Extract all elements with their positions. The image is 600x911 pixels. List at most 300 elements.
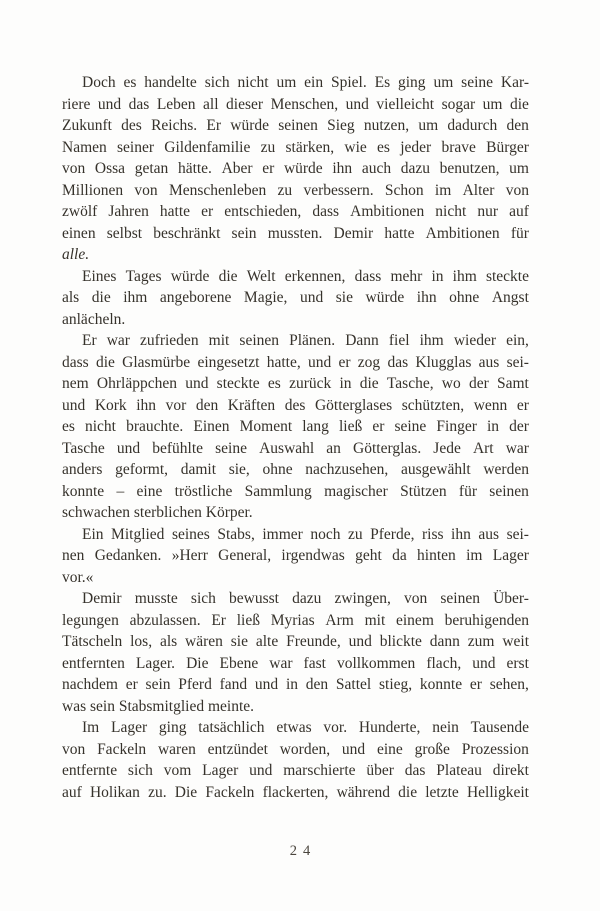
word: eine bbox=[376, 740, 403, 758]
word: ihm bbox=[452, 267, 477, 285]
word: nein bbox=[432, 719, 459, 736]
word: wieder bbox=[453, 332, 496, 349]
word: immer bbox=[262, 525, 303, 543]
word: Leben bbox=[156, 95, 196, 113]
text-line bbox=[62, 72, 529, 94]
word: Im bbox=[82, 719, 100, 736]
text-line bbox=[62, 524, 529, 546]
word: für bbox=[458, 482, 477, 500]
word: Samt bbox=[496, 375, 529, 392]
paragraph bbox=[62, 330, 529, 524]
word: Auswahl bbox=[259, 439, 315, 457]
text-line bbox=[62, 739, 529, 761]
word: Reichs. bbox=[151, 117, 198, 134]
paragraph bbox=[62, 524, 529, 589]
word: zwölf bbox=[62, 203, 98, 220]
word: sei- bbox=[506, 353, 529, 371]
word: hinten bbox=[417, 547, 456, 564]
word: Tasche bbox=[62, 439, 105, 457]
word: riere bbox=[62, 95, 91, 113]
word: tröstliche bbox=[174, 482, 233, 500]
word: ohne bbox=[262, 461, 293, 478]
word: in bbox=[486, 418, 499, 435]
word: verbessern. bbox=[303, 181, 374, 199]
word: in bbox=[285, 676, 298, 693]
word: marschierte bbox=[283, 762, 356, 779]
word: und bbox=[97, 95, 122, 113]
word: schützten, bbox=[401, 396, 465, 414]
word: direkt bbox=[492, 762, 529, 779]
text-line bbox=[62, 653, 529, 675]
word: Art bbox=[472, 439, 494, 457]
word: hätte. bbox=[177, 160, 212, 177]
word: seine bbox=[394, 418, 427, 435]
word: Hunderte, bbox=[358, 719, 421, 736]
word: es bbox=[123, 74, 137, 91]
word: von bbox=[404, 590, 428, 607]
word: Plänen. bbox=[289, 332, 336, 349]
word: ausgewählt bbox=[400, 461, 471, 478]
word: um bbox=[433, 74, 454, 91]
word: ihn bbox=[332, 160, 353, 177]
word: sehen, bbox=[489, 676, 529, 693]
word: da bbox=[392, 547, 407, 564]
word: ein, bbox=[506, 332, 529, 349]
word: die bbox=[398, 783, 418, 801]
word: Namen bbox=[62, 138, 107, 156]
word: Gedanken. bbox=[94, 547, 162, 564]
word: seines bbox=[171, 525, 210, 543]
word: Kork bbox=[94, 396, 127, 414]
word: es bbox=[62, 418, 75, 435]
word: nem bbox=[62, 375, 89, 392]
word: befühlte bbox=[152, 439, 204, 457]
word: seinen bbox=[489, 482, 529, 500]
word: wären bbox=[185, 633, 223, 650]
word: sich bbox=[204, 74, 230, 91]
word: um bbox=[509, 160, 529, 177]
word: vom bbox=[163, 762, 192, 779]
word: den bbox=[305, 676, 329, 693]
word: ihm bbox=[419, 332, 444, 349]
word: war bbox=[269, 654, 293, 672]
word: mussten. bbox=[267, 224, 323, 242]
word: sie bbox=[335, 289, 353, 306]
word: ihn bbox=[136, 396, 157, 414]
word: seine bbox=[461, 74, 494, 91]
word: nicht bbox=[237, 74, 269, 91]
word: letzte bbox=[425, 783, 459, 801]
word: zufrieden bbox=[140, 332, 199, 349]
word: seinen bbox=[278, 117, 318, 134]
word: mit bbox=[364, 611, 386, 629]
text-line bbox=[62, 158, 529, 180]
word: um bbox=[276, 74, 297, 91]
text-line bbox=[62, 717, 529, 739]
word: über bbox=[366, 762, 394, 779]
word: vielleicht bbox=[376, 95, 435, 113]
word: das bbox=[404, 762, 426, 779]
text-line bbox=[62, 223, 529, 245]
word: Ein bbox=[82, 525, 104, 543]
word: und bbox=[185, 375, 209, 392]
word: nur bbox=[477, 203, 499, 220]
word: etwas bbox=[276, 719, 312, 736]
word: und bbox=[254, 676, 279, 693]
word: angeborene bbox=[159, 289, 232, 306]
word: Lager bbox=[202, 762, 239, 779]
word: worden, bbox=[279, 740, 331, 758]
word: war bbox=[106, 332, 130, 349]
word: fiel bbox=[388, 332, 410, 349]
word: er bbox=[469, 676, 482, 693]
word: erst bbox=[506, 654, 529, 672]
text-line bbox=[62, 395, 529, 417]
text-line: schwachen sterblichen Körper. bbox=[62, 504, 253, 521]
text-line bbox=[62, 674, 529, 696]
word: stärken, bbox=[285, 138, 335, 156]
word: die bbox=[95, 353, 115, 371]
text-line bbox=[62, 94, 529, 116]
word: nachzusehen, bbox=[305, 461, 389, 478]
word: nutzen, bbox=[363, 117, 410, 134]
word: nicht bbox=[435, 203, 467, 220]
word: Tausende bbox=[470, 719, 529, 736]
word: dazu bbox=[400, 160, 431, 177]
word: Menschen, bbox=[270, 95, 339, 113]
word: beschränkt bbox=[153, 224, 221, 242]
word: Ossa bbox=[94, 160, 126, 177]
word: ein bbox=[304, 74, 324, 91]
word: und bbox=[348, 633, 372, 650]
text-line: was sein Stabsmitglied meinte. bbox=[62, 697, 255, 715]
word: für bbox=[510, 224, 529, 242]
word: den bbox=[195, 396, 219, 414]
word: dass bbox=[62, 353, 89, 371]
word: die bbox=[509, 95, 529, 113]
word: die bbox=[91, 289, 111, 306]
word: ohne bbox=[449, 289, 480, 306]
word: Menschenleben bbox=[168, 181, 267, 199]
word: Er bbox=[82, 332, 97, 349]
text-line bbox=[62, 352, 529, 374]
word: Er bbox=[206, 117, 222, 134]
word: beruhigenden bbox=[444, 611, 529, 629]
word: Fackeln bbox=[205, 783, 255, 801]
word: Magie, bbox=[243, 289, 288, 306]
word: Demir bbox=[333, 224, 374, 242]
word: um bbox=[482, 95, 503, 113]
text-line: anlächeln. bbox=[62, 310, 126, 328]
paragraph bbox=[62, 588, 529, 717]
text-line bbox=[62, 631, 529, 653]
word: zwingen, bbox=[334, 590, 391, 607]
word: auch bbox=[361, 160, 392, 177]
word: hatte bbox=[384, 224, 415, 242]
word: er bbox=[201, 203, 214, 220]
word: Kar- bbox=[500, 74, 529, 91]
word: entfernten bbox=[62, 654, 125, 672]
word: seinen bbox=[239, 332, 280, 349]
word: ließ bbox=[339, 418, 363, 435]
text-line bbox=[62, 588, 529, 610]
word: Ebene bbox=[219, 654, 259, 672]
word: alte bbox=[255, 633, 279, 650]
word: Ambitionen bbox=[425, 224, 500, 242]
word: waren bbox=[157, 740, 196, 758]
word: stieg, bbox=[379, 676, 413, 693]
word: Tages bbox=[125, 267, 162, 285]
word: Millionen bbox=[62, 181, 124, 199]
word: Kräften bbox=[227, 396, 276, 414]
text-line bbox=[62, 481, 529, 503]
word: seine bbox=[215, 439, 247, 457]
word: Moment bbox=[239, 418, 293, 435]
word: handelte bbox=[144, 74, 197, 91]
word: des bbox=[284, 396, 306, 414]
word: nen bbox=[62, 547, 85, 564]
word: blickte bbox=[379, 633, 422, 650]
word: einem bbox=[396, 611, 434, 629]
word: Klugglas bbox=[415, 353, 472, 371]
word: irgendwas bbox=[281, 547, 345, 564]
text-line bbox=[62, 416, 529, 438]
word: brauchte. bbox=[126, 418, 184, 435]
word: jeder bbox=[400, 138, 432, 156]
word: ging bbox=[158, 719, 187, 736]
word: zu. bbox=[148, 783, 167, 801]
word: Die bbox=[174, 783, 198, 801]
text-line bbox=[62, 137, 529, 159]
text-line bbox=[62, 115, 529, 137]
word: tatsächlich bbox=[198, 719, 265, 736]
word: Pferde, bbox=[370, 525, 415, 543]
word: dann bbox=[429, 633, 460, 650]
word: zu bbox=[347, 525, 363, 543]
word: er bbox=[516, 396, 529, 414]
word: Plateau bbox=[436, 762, 482, 779]
word: vollkommen bbox=[336, 654, 416, 672]
word: zu bbox=[277, 181, 293, 199]
word: und bbox=[341, 740, 366, 758]
word: von bbox=[505, 181, 529, 199]
text-line bbox=[62, 373, 529, 395]
word: Schon bbox=[384, 181, 424, 199]
word: – bbox=[116, 482, 125, 500]
word: erkennen, bbox=[284, 267, 346, 285]
word: eingesetzt bbox=[197, 353, 260, 371]
text-line bbox=[62, 545, 529, 567]
text-line bbox=[62, 760, 529, 782]
word: legungen bbox=[62, 611, 119, 629]
word: Myrias bbox=[270, 611, 315, 629]
word: um bbox=[418, 117, 439, 134]
word: nachdem bbox=[62, 676, 118, 693]
word: sich bbox=[127, 762, 153, 779]
word: benutzen, bbox=[439, 160, 500, 177]
text-line bbox=[62, 287, 529, 309]
word: während bbox=[336, 783, 390, 801]
word: Einen bbox=[193, 418, 230, 435]
word: ging bbox=[398, 74, 426, 91]
word: Eines bbox=[82, 267, 117, 285]
word: hatte, bbox=[266, 353, 301, 371]
word: sei- bbox=[506, 525, 529, 543]
word: und bbox=[249, 762, 273, 779]
word: sich bbox=[190, 590, 216, 607]
word: bewusst bbox=[229, 590, 279, 607]
word: seinen bbox=[440, 590, 480, 607]
word: von bbox=[62, 160, 86, 177]
word: zog bbox=[357, 353, 381, 371]
word: würde bbox=[170, 267, 210, 285]
word: dass bbox=[354, 267, 382, 285]
word: große bbox=[414, 740, 450, 758]
word: sein bbox=[231, 224, 257, 242]
word: aus bbox=[478, 353, 500, 371]
word: sogar bbox=[441, 95, 476, 113]
word: entfernte bbox=[62, 762, 118, 779]
word: Arm bbox=[325, 611, 354, 629]
word: vor bbox=[165, 396, 187, 414]
word: Finger bbox=[436, 418, 477, 435]
word: Bürger bbox=[486, 138, 529, 156]
word: Er bbox=[211, 611, 226, 629]
word: auf bbox=[62, 783, 82, 801]
text-line bbox=[62, 782, 529, 804]
word: flach, bbox=[426, 654, 462, 672]
word: Prozession bbox=[461, 740, 529, 758]
word: all bbox=[203, 95, 219, 113]
word: Dann bbox=[345, 332, 379, 349]
word: würde bbox=[230, 117, 269, 134]
word: steckte bbox=[485, 267, 529, 285]
word: und bbox=[345, 95, 369, 113]
word: getan bbox=[134, 160, 169, 177]
word: den bbox=[506, 117, 529, 134]
word: im bbox=[466, 547, 483, 564]
word: in bbox=[339, 375, 352, 392]
text-line bbox=[62, 459, 529, 481]
word: Sammlung bbox=[244, 482, 312, 500]
word: Ambitionen bbox=[350, 203, 425, 220]
text-line bbox=[62, 201, 529, 223]
word: Doch bbox=[82, 74, 116, 91]
word: geformt, bbox=[115, 461, 169, 478]
word: zum bbox=[467, 633, 495, 650]
word: vor. bbox=[323, 719, 348, 736]
word: hatte bbox=[159, 203, 191, 220]
word: ihn bbox=[416, 289, 437, 306]
paragraph bbox=[62, 72, 529, 266]
word: er bbox=[338, 353, 351, 371]
word: der bbox=[509, 418, 529, 435]
word: Stabs, bbox=[217, 525, 255, 543]
word: Götterglases bbox=[314, 396, 393, 414]
text-line bbox=[62, 180, 529, 202]
word: zurück bbox=[289, 375, 332, 392]
word: Fackeln bbox=[97, 740, 147, 758]
word: flackerten, bbox=[262, 783, 329, 801]
word: damit bbox=[180, 461, 217, 478]
word: der bbox=[468, 375, 489, 392]
word: werden bbox=[483, 461, 529, 478]
word: sie, bbox=[228, 461, 250, 478]
word: Zukunft bbox=[62, 117, 112, 134]
word: in bbox=[431, 267, 444, 285]
word: riss bbox=[421, 525, 444, 543]
word: Freunde, bbox=[286, 633, 341, 650]
word: Demir bbox=[82, 590, 122, 607]
word: geht bbox=[355, 547, 382, 564]
word: eine bbox=[136, 482, 163, 500]
word: aus bbox=[478, 525, 500, 543]
word: fand bbox=[219, 676, 248, 693]
word: und bbox=[116, 439, 141, 457]
text-line bbox=[62, 610, 529, 632]
word: wie bbox=[344, 138, 367, 156]
text-line bbox=[62, 330, 529, 352]
word: Lager. bbox=[135, 654, 176, 672]
word: Tasche, bbox=[386, 375, 434, 392]
word: des bbox=[121, 117, 142, 134]
word: dass bbox=[312, 203, 340, 220]
word: das bbox=[128, 95, 150, 113]
word: Tätscheln bbox=[62, 633, 123, 650]
word: von bbox=[62, 740, 86, 758]
word: Helligkeit bbox=[466, 783, 529, 801]
paragraph bbox=[62, 266, 529, 331]
word: die bbox=[359, 375, 379, 392]
word: Pferd bbox=[178, 676, 212, 693]
word: dadurch bbox=[447, 117, 498, 134]
word: Jede bbox=[433, 439, 461, 457]
word: Götterglas. bbox=[353, 439, 422, 457]
word: Lager bbox=[492, 547, 529, 564]
word: auf bbox=[509, 203, 529, 220]
word: »Herr bbox=[171, 547, 208, 564]
word: die bbox=[218, 267, 238, 285]
word: zu bbox=[260, 138, 276, 156]
word: konnte bbox=[419, 676, 463, 693]
word: Glasmürbe bbox=[122, 353, 191, 371]
word: Über- bbox=[493, 590, 529, 607]
word: war bbox=[505, 439, 529, 457]
word: General, bbox=[218, 547, 272, 564]
page-number: 24 bbox=[289, 843, 317, 859]
word: konnte bbox=[62, 482, 105, 500]
word: anders bbox=[62, 461, 103, 478]
word: Sattel bbox=[335, 676, 372, 693]
word: und bbox=[299, 289, 324, 306]
word: Sieg bbox=[327, 117, 355, 134]
word: dazu bbox=[292, 590, 322, 607]
word: er bbox=[262, 160, 275, 177]
word: nicht bbox=[85, 418, 116, 435]
word: Holikan bbox=[89, 783, 140, 801]
word: brave bbox=[441, 138, 476, 156]
word: als bbox=[62, 289, 80, 306]
word: steckte bbox=[216, 375, 260, 392]
word: es bbox=[377, 138, 390, 156]
word: sie bbox=[230, 633, 248, 650]
word: und bbox=[472, 654, 496, 672]
word: als bbox=[159, 633, 178, 650]
text-line bbox=[62, 438, 529, 460]
word: ließ bbox=[236, 611, 260, 629]
word: Spiel. bbox=[330, 74, 367, 91]
word: würde bbox=[283, 160, 323, 177]
